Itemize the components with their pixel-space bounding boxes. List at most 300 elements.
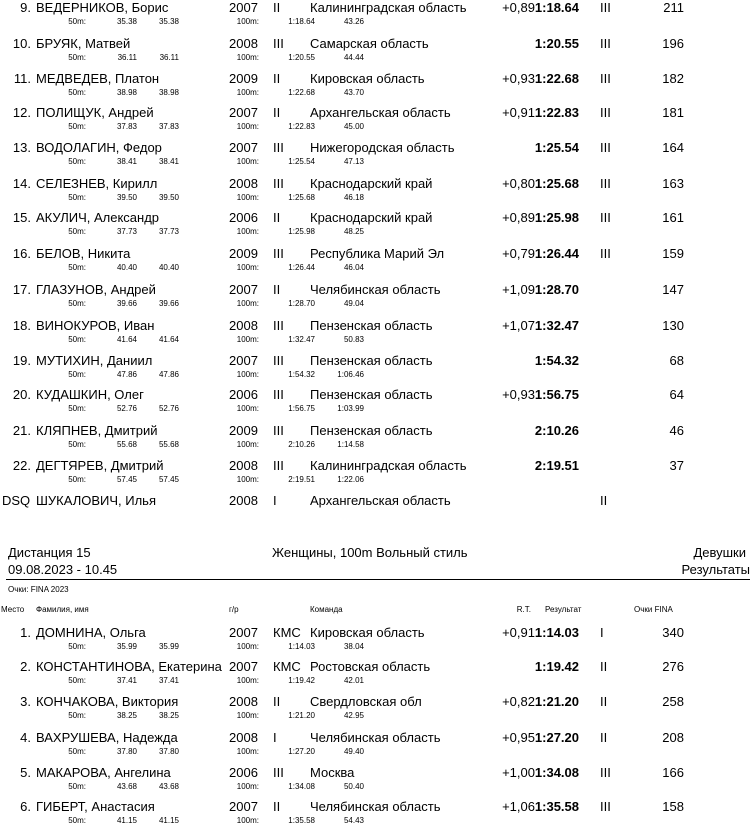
place: 22.	[12, 458, 31, 473]
fina-points: 164	[662, 140, 684, 155]
split-100-label: 100m:	[236, 642, 259, 651]
team: Краснодарский край	[310, 176, 433, 191]
result-time: 1:25.54	[534, 140, 579, 155]
split-50-label: 50m:	[68, 404, 86, 413]
result-time: 1:28.70	[534, 282, 579, 297]
athlete-name: БРУЯК, Матвей	[36, 36, 131, 51]
split-50-label: 50m:	[68, 17, 86, 26]
team: Архангельская область	[310, 493, 451, 508]
split-100-time: 1:14.03	[288, 642, 315, 651]
birth-year: 2008	[229, 694, 258, 709]
split-100-lap: 54.43	[343, 816, 364, 825]
dsq-label: DSQ	[2, 493, 31, 508]
split-50-lap: 57.45	[158, 475, 179, 484]
rank: III	[273, 458, 284, 473]
place: 17.	[12, 282, 31, 297]
split-100-lap: 44.44	[343, 53, 364, 62]
place: 18.	[12, 318, 31, 333]
team: Пензенская область	[310, 423, 433, 438]
split-50-lap: 40.40	[158, 263, 179, 272]
birth-year: 2008	[229, 318, 258, 333]
split-100-label: 100m:	[236, 747, 259, 756]
birth-year: 2007	[229, 799, 258, 814]
fina-points: 208	[662, 730, 684, 745]
result-row	[0, 694, 750, 728]
birth-year: 2006	[229, 387, 258, 402]
split-100-label: 100m:	[236, 299, 259, 308]
split-100-lap: 48.25	[343, 227, 364, 236]
split-50-time: 43.68	[116, 782, 137, 791]
split-100-label: 100m:	[236, 157, 259, 166]
fina-points: 46	[669, 423, 684, 438]
team: Калининградская область	[310, 0, 467, 15]
split-100-time: 2:19.51	[288, 475, 315, 484]
place: 16.	[12, 246, 31, 261]
col-result: Результат	[545, 605, 582, 614]
split-50-label: 50m:	[68, 747, 86, 756]
event-group: Девушки	[693, 545, 746, 560]
athlete-name: ВАХРУШЕВА, Надежда	[36, 730, 178, 745]
team: Архангельская область	[310, 105, 451, 120]
result-time: 2:10.26	[534, 423, 579, 438]
reaction-time: +0,80	[502, 176, 535, 191]
athlete-name: БЕЛОВ, Никита	[36, 246, 131, 261]
place: 12.	[12, 105, 31, 120]
result-time: 1:22.83	[534, 105, 579, 120]
split-100-time: 1:26.44	[288, 263, 315, 272]
split-50-lap: 36.11	[159, 53, 179, 62]
athlete-name: ДОМНИНА, Ольга	[36, 625, 146, 640]
athlete-name: ВЕДЕРНИКОВ, Борис	[36, 0, 169, 15]
split-100-lap: 1:06.46	[337, 370, 364, 379]
split-100-time: 1:27.20	[288, 747, 315, 756]
place: 14.	[12, 176, 31, 191]
class: III	[600, 0, 611, 15]
athlete-name: МУТИХИН, Даниил	[36, 353, 153, 368]
split-50-time: 35.99	[116, 642, 137, 651]
split-100-time: 1:25.98	[288, 227, 315, 236]
split-50-label: 50m:	[68, 711, 86, 720]
split-50-lap: 52.76	[158, 404, 179, 413]
athlete-name: ШУКАЛОВИЧ, Илья	[36, 493, 156, 508]
col-points: Очки FINA	[634, 605, 673, 614]
fina-points: 64	[669, 387, 684, 402]
class: III	[600, 71, 611, 86]
rank: III	[273, 140, 284, 155]
result-row	[0, 353, 750, 387]
team: Свердловская обл	[310, 694, 422, 709]
place: 21.	[12, 423, 31, 438]
col-place: Место	[1, 605, 25, 614]
split-100-label: 100m:	[236, 816, 259, 825]
team: Республика Марий Эл	[310, 246, 445, 261]
place: 20.	[12, 387, 31, 402]
split-50-lap: 38.41	[158, 157, 179, 166]
split-100-lap: 50.40	[343, 782, 364, 791]
birth-year: 2009	[229, 246, 258, 261]
athlete-name: КОНСТАНТИНОВА, Екатерина	[36, 659, 222, 674]
fina-points: 166	[662, 765, 684, 780]
place: 1.	[20, 625, 31, 640]
split-50-lap: 39.66	[158, 299, 179, 308]
result-row	[0, 799, 750, 833]
class: II	[600, 730, 608, 745]
place: 11.	[13, 71, 31, 86]
athlete-name: ВОДОЛАГИН, Федор	[36, 140, 162, 155]
result-time: 1:21.20	[534, 694, 579, 709]
split-100-time: 1:34.08	[288, 782, 315, 791]
result-row	[0, 0, 750, 34]
class: III	[600, 140, 611, 155]
split-100-label: 100m:	[236, 88, 259, 97]
result-row	[0, 105, 750, 139]
reaction-time: +0,93	[502, 387, 535, 402]
result-row	[0, 387, 750, 421]
result-row	[0, 36, 750, 70]
split-100-label: 100m:	[236, 122, 259, 131]
split-100-label: 100m:	[236, 711, 259, 720]
fina-points: 181	[662, 105, 684, 120]
athlete-name: КОНЧАКОВА, Виктория	[36, 694, 179, 709]
split-50-lap: 43.68	[158, 782, 179, 791]
result-row	[0, 423, 750, 457]
split-50-time: 39.50	[116, 193, 137, 202]
team: Кировская область	[310, 71, 425, 86]
birth-year: 2007	[229, 353, 258, 368]
team: Челябинская область	[310, 282, 441, 297]
split-50-label: 50m:	[68, 642, 86, 651]
reaction-time: +0,79	[502, 246, 535, 261]
split-50-lap: 35.99	[158, 642, 179, 651]
split-100-lap: 42.95	[343, 711, 364, 720]
split-100-label: 100m:	[236, 17, 259, 26]
split-50-time: 36.11	[117, 53, 137, 62]
athlete-name: МЕДВЕДЕВ, Платон	[36, 71, 160, 86]
split-50-time: 38.98	[116, 88, 137, 97]
split-50-lap: 41.15	[158, 816, 179, 825]
class: III	[600, 765, 611, 780]
fina-points: 196	[662, 36, 684, 51]
result-time: 1:56.75	[534, 387, 579, 402]
team: Пензенская область	[310, 318, 433, 333]
result-row	[0, 659, 750, 693]
rank: III	[273, 353, 284, 368]
fina-points: 182	[662, 71, 684, 86]
rank: КМС	[273, 625, 301, 640]
split-100-time: 1:20.55	[288, 53, 315, 62]
split-100-time: 2:10.26	[288, 440, 315, 449]
birth-year: 2009	[229, 423, 258, 438]
split-100-time: 1:19.42	[288, 676, 315, 685]
col-year: г/р	[229, 605, 239, 614]
reaction-time: +0,91	[502, 105, 535, 120]
rank: I	[273, 730, 277, 745]
split-100-lap: 47.13	[343, 157, 364, 166]
class: III	[600, 799, 611, 814]
fina-points: 130	[662, 318, 684, 333]
birth-year: 2007	[229, 105, 258, 120]
split-50-time: 37.80	[116, 747, 137, 756]
place: 5.	[20, 765, 31, 780]
split-50-time: 37.41	[116, 676, 137, 685]
split-50-lap: 35.38	[158, 17, 179, 26]
fina-points: 37	[669, 458, 684, 473]
reaction-time: +1,07	[502, 318, 535, 333]
split-50-time: 41.15	[116, 816, 137, 825]
split-50-label: 50m:	[68, 157, 86, 166]
team: Пензенская область	[310, 387, 433, 402]
rank: I	[273, 493, 277, 508]
result-time: 1:25.98	[534, 210, 579, 225]
split-50-label: 50m:	[68, 88, 86, 97]
rank: III	[273, 765, 284, 780]
result-time: 1:20.55	[534, 36, 579, 51]
split-100-time: 1:22.83	[288, 122, 315, 131]
reaction-time: +0,91	[502, 625, 535, 640]
split-50-time: 41.64	[116, 335, 137, 344]
split-50-time: 47.86	[116, 370, 137, 379]
team: Ростовская область	[310, 659, 431, 674]
split-100-label: 100m:	[236, 370, 259, 379]
split-50-label: 50m:	[68, 676, 86, 685]
split-100-time: 1:56.75	[288, 404, 315, 413]
rank: III	[273, 318, 284, 333]
class: II	[600, 659, 608, 674]
birth-year: 2006	[229, 765, 258, 780]
place: 9.	[20, 0, 31, 15]
fina-points: 163	[662, 176, 684, 191]
result-row	[0, 765, 750, 799]
birth-year: 2008	[229, 36, 258, 51]
team: Калининградская область	[310, 458, 467, 473]
birth-year: 2008	[229, 458, 258, 473]
rank: III	[273, 36, 284, 51]
reaction-time: +0,89	[502, 210, 535, 225]
event-title: Женщины, 100m Вольный стиль	[272, 545, 468, 560]
split-50-time: 55.68	[116, 440, 137, 449]
class: III	[600, 246, 611, 261]
split-50-time: 37.83	[116, 122, 137, 131]
place: 10.	[12, 36, 31, 51]
split-100-time: 1:32.47	[288, 335, 315, 344]
class: II	[600, 493, 608, 508]
birth-year: 2007	[229, 140, 258, 155]
split-100-label: 100m:	[236, 263, 259, 272]
result-time: 1:22.68	[534, 71, 579, 86]
rank: II	[273, 0, 281, 15]
athlete-name: ГЛАЗУНОВ, Андрей	[36, 282, 156, 297]
split-50-label: 50m:	[68, 782, 86, 791]
reaction-time: +0,89	[502, 0, 535, 15]
rank: III	[273, 423, 284, 438]
reaction-time: +1,09	[502, 282, 535, 297]
result-row	[0, 730, 750, 764]
fina-points: 68	[669, 353, 684, 368]
team: Пензенская область	[310, 353, 433, 368]
split-50-label: 50m:	[68, 440, 86, 449]
event-datetime: 09.08.2023 - 10.45	[8, 562, 118, 577]
reaction-time: +0,82	[502, 694, 535, 709]
birth-year: 2008	[229, 176, 258, 191]
team: Челябинская область	[310, 730, 441, 745]
class: III	[600, 176, 611, 191]
place: 19.	[12, 353, 31, 368]
split-50-label: 50m:	[68, 335, 86, 344]
rank: III	[273, 246, 284, 261]
class: III	[600, 36, 611, 51]
split-50-time: 52.76	[116, 404, 137, 413]
athlete-name: ДЕГТЯРЕВ, Дмитрий	[36, 458, 164, 473]
birth-year: 2006	[229, 210, 258, 225]
birth-year: 2007	[229, 625, 258, 640]
split-50-label: 50m:	[68, 299, 86, 308]
split-50-label: 50m:	[68, 122, 86, 131]
col-rt: R.T.	[516, 605, 531, 614]
birth-year: 2007	[229, 0, 258, 15]
class: III	[600, 105, 611, 120]
split-100-lap: 1:14.58	[337, 440, 364, 449]
split-50-time: 35.38	[116, 17, 137, 26]
split-100-lap: 46.18	[343, 193, 364, 202]
split-100-time: 1:28.70	[288, 299, 315, 308]
rank: II	[273, 282, 281, 297]
athlete-name: СЕЛЕЗНЕВ, Кирилл	[36, 176, 158, 191]
split-50-lap: 37.83	[158, 122, 179, 131]
result-row	[0, 140, 750, 174]
split-50-time: 38.25	[116, 711, 137, 720]
split-50-lap: 38.25	[158, 711, 179, 720]
result-time: 1:35.58	[534, 799, 579, 814]
place: 4.	[20, 730, 31, 745]
split-100-time: 1:22.68	[288, 88, 315, 97]
fina-points: 258	[662, 694, 684, 709]
split-50-lap: 47.86	[158, 370, 179, 379]
rank: КМС	[273, 659, 301, 674]
split-50-lap: 39.50	[158, 193, 179, 202]
rank: III	[273, 387, 284, 402]
class: II	[600, 694, 608, 709]
split-50-lap: 38.98	[158, 88, 179, 97]
split-50-lap: 37.41	[158, 676, 179, 685]
result-time: 1:54.32	[534, 353, 579, 368]
reaction-time: +1,00	[502, 765, 535, 780]
result-row	[0, 71, 750, 105]
fina-points: 158	[662, 799, 684, 814]
split-100-label: 100m:	[236, 676, 259, 685]
birth-year: 2008	[229, 493, 258, 508]
fina-points: 340	[662, 625, 684, 640]
split-50-lap: 55.68	[158, 440, 179, 449]
fina-points: 161	[662, 210, 684, 225]
place: 2.	[20, 659, 31, 674]
athlete-name: МАКАРОВА, Ангелина	[36, 765, 171, 780]
result-row	[0, 210, 750, 244]
split-50-time: 38.41	[116, 157, 137, 166]
col-team: Команда	[310, 605, 343, 614]
class: I	[600, 625, 604, 640]
dsq-row	[0, 493, 750, 527]
team: Нижегородская область	[310, 140, 455, 155]
split-50-label: 50m:	[68, 475, 86, 484]
split-100-lap: 43.26	[343, 17, 364, 26]
split-100-lap: 46.04	[343, 263, 364, 272]
split-100-lap: 50.83	[343, 335, 364, 344]
split-50-lap: 37.80	[158, 747, 179, 756]
reaction-time: +1,06	[502, 799, 535, 814]
birth-year: 2007	[229, 659, 258, 674]
fina-points: 147	[662, 282, 684, 297]
rank: II	[273, 799, 281, 814]
split-50-time: 57.45	[116, 475, 137, 484]
split-100-time: 1:35.58	[288, 816, 315, 825]
fina-points: 276	[662, 659, 684, 674]
split-100-lap: 38.04	[343, 642, 364, 651]
birth-year: 2008	[229, 730, 258, 745]
split-100-time: 1:25.54	[288, 157, 315, 166]
split-50-label: 50m:	[68, 263, 86, 272]
split-100-label: 100m:	[236, 782, 259, 791]
split-50-lap: 41.64	[158, 335, 179, 344]
fina-points: 159	[662, 246, 684, 261]
athlete-name: КУДАШКИН, Олег	[36, 387, 144, 402]
team: Самарская область	[310, 36, 429, 51]
split-50-label: 50m:	[68, 227, 86, 236]
split-100-lap: 42.01	[343, 676, 364, 685]
place: 3.	[20, 694, 31, 709]
col-name: Фамилия, имя	[36, 605, 89, 614]
split-50-label: 50m:	[68, 193, 86, 202]
split-100-lap: 49.04	[343, 299, 364, 308]
result-time: 1:27.20	[534, 730, 579, 745]
rank: III	[273, 176, 284, 191]
result-row	[0, 246, 750, 280]
split-50-label: 50m:	[68, 53, 86, 62]
birth-year: 2009	[229, 71, 258, 86]
event-distance: Дистанция 15	[8, 545, 91, 560]
divider	[6, 579, 750, 580]
split-100-lap: 49.40	[343, 747, 364, 756]
team: Краснодарский край	[310, 210, 433, 225]
split-100-lap: 45.00	[343, 122, 364, 131]
split-100-label: 100m:	[236, 475, 259, 484]
rank: II	[273, 71, 281, 86]
split-50-time: 37.73	[116, 227, 137, 236]
result-time: 1:34.08	[534, 765, 579, 780]
split-50-time: 39.66	[116, 299, 137, 308]
result-row	[0, 458, 750, 492]
result-time: 1:26.44	[534, 246, 579, 261]
rank: II	[273, 694, 281, 709]
athlete-name: ГИБЕРТ, Анастасия	[36, 799, 155, 814]
birth-year: 2007	[229, 282, 258, 297]
points-note: Очки: FINA 2023	[8, 585, 69, 594]
result-row	[0, 282, 750, 316]
split-100-lap: 1:03.99	[337, 404, 364, 413]
split-100-label: 100m:	[236, 193, 259, 202]
reaction-time: +0,93	[502, 71, 535, 86]
split-100-label: 100m:	[236, 53, 259, 62]
split-100-time: 1:18.64	[288, 17, 315, 26]
split-100-time: 1:25.68	[288, 193, 315, 202]
rank: II	[273, 105, 281, 120]
fina-points: 211	[663, 0, 684, 15]
result-row	[0, 318, 750, 352]
split-50-label: 50m:	[68, 370, 86, 379]
split-50-lap: 37.73	[158, 227, 179, 236]
result-row	[0, 176, 750, 210]
place: 6.	[20, 799, 31, 814]
reaction-time: +0,95	[502, 730, 535, 745]
